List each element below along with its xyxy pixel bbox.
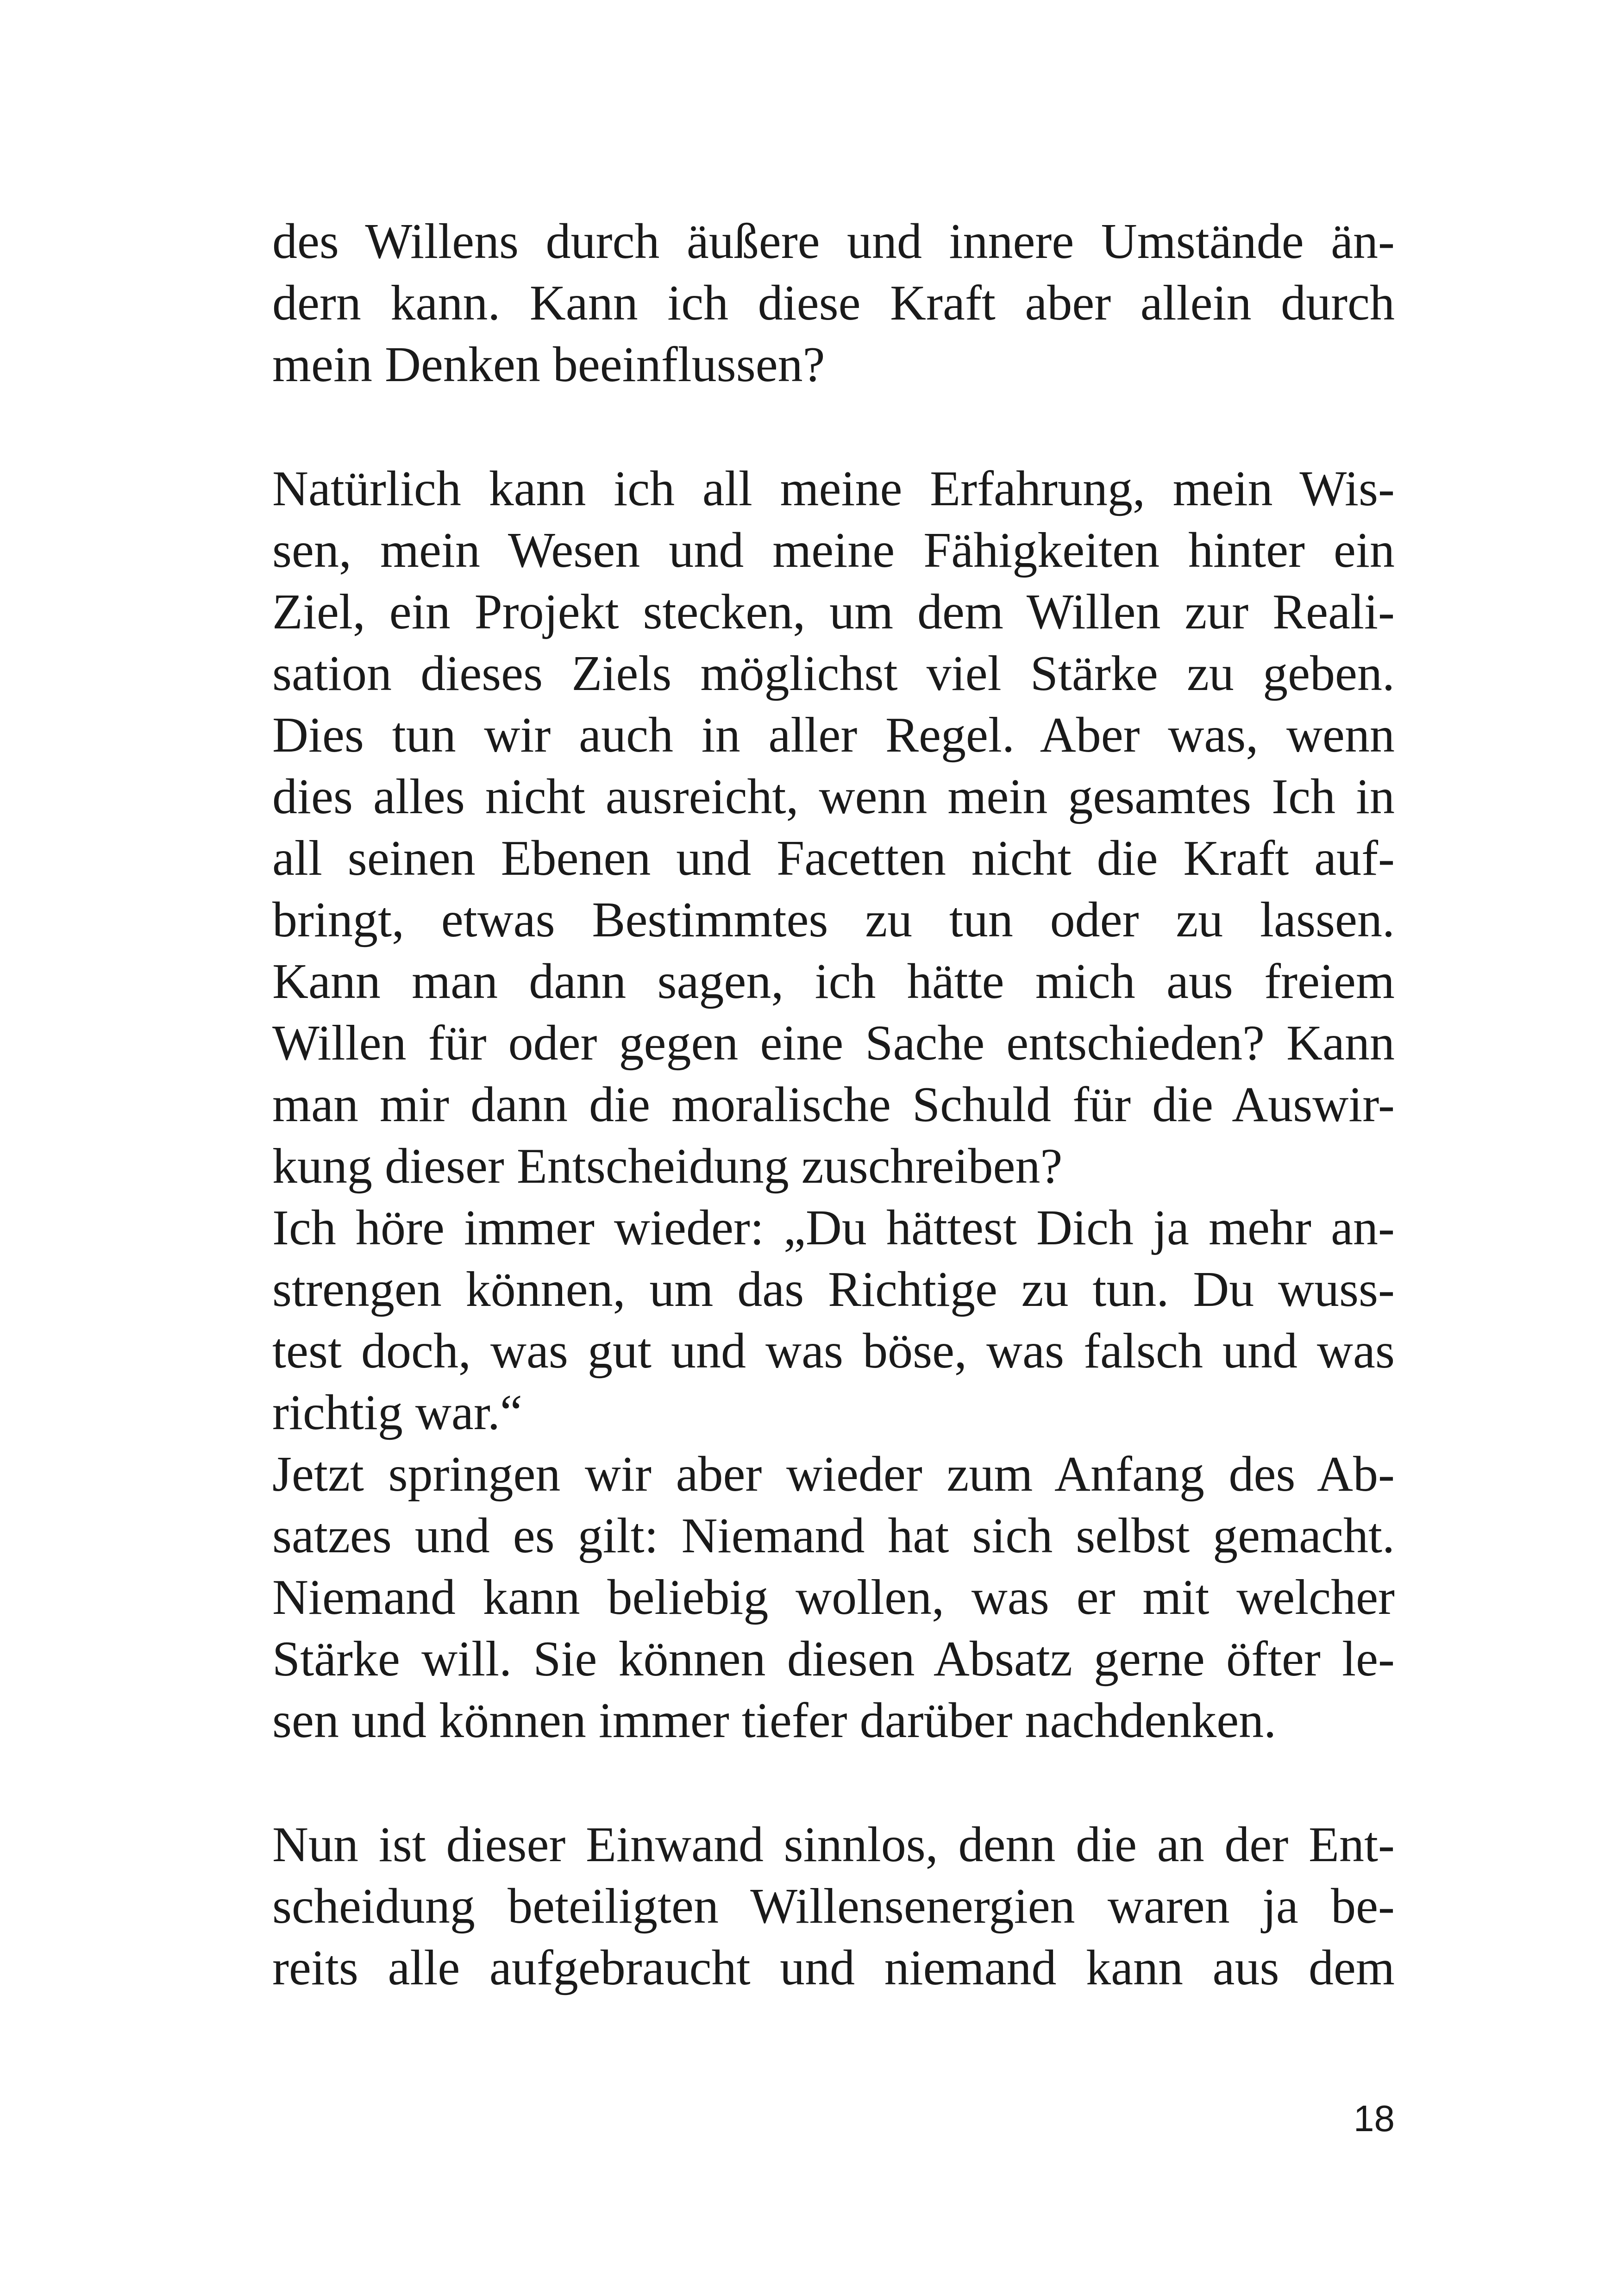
text-line: Niemand kann beliebig wollen, was er mit welcher <box>272 1570 1395 1625</box>
text-line: Nun ist dieser Einwand sinnlos, denn die an der Ent- <box>272 1817 1395 1872</box>
text-line: sation dieses Ziels möglichst viel Stärke zu geben. <box>272 646 1395 701</box>
text-line: Ich höre immer wieder: „Du hättest Dich ja mehr an- <box>272 1200 1395 1255</box>
body-text <box>272 211 1395 1999</box>
text-line: Kann man dann sagen, ich hätte mich aus freiem <box>272 954 1395 1009</box>
paragraph-spacer <box>272 1751 1395 1814</box>
text-line: Natürlich kann ich all meine Erfahrung, mein Wis- <box>272 461 1395 516</box>
text-line: Jetzt springen wir aber wieder zum Anfang des Ab- <box>272 1447 1395 1502</box>
paragraph-spacer <box>272 395 1395 458</box>
text-line: strengen können, um das Richtige zu tun. Du wuss- <box>272 1262 1395 1317</box>
text-line: Stärke will. Sie können diesen Absatz gerne öfter le- <box>272 1631 1395 1687</box>
paragraph <box>272 1814 1395 1999</box>
paragraph <box>272 458 1395 1751</box>
text-line: mein Denken beeinflussen? <box>272 337 825 392</box>
text-line: all seinen Ebenen und Facetten nicht die Kraft auf- <box>272 831 1395 886</box>
text-line: dies alles nicht ausreicht, wenn mein gesamtes Ich in <box>272 769 1395 824</box>
text-line: man mir dann die moralische Schuld für die Auswir- <box>272 1077 1395 1132</box>
text-line: sen und können immer tiefer darüber nachdenken. <box>272 1693 1277 1748</box>
text-line: satzes und es gilt: Niemand hat sich selbst gemacht. <box>272 1508 1395 1563</box>
text-line: sen, mein Wesen und meine Fähigkeiten hinter ein <box>272 523 1395 578</box>
text-line: scheidung beteiligten Willensenergien waren ja be- <box>272 1879 1395 1934</box>
text-line: richtig war.“ <box>272 1385 522 1440</box>
page-number: 18 <box>1354 2098 1395 2139</box>
text-line: test doch, was gut und was böse, was falsch und was <box>272 1324 1395 1379</box>
text-line: des Willens durch äußere und innere Umstände än- <box>272 214 1395 269</box>
paragraph <box>272 211 1395 395</box>
text-line: reits alle aufgebraucht und niemand kann aus dem <box>272 1940 1395 1995</box>
text-line: Willen für oder gegen eine Sache entschieden? Kann <box>272 1016 1395 1071</box>
text-line: bringt, etwas Bestimmtes zu tun oder zu lassen. <box>272 892 1395 947</box>
text-line: kung dieser Entscheidung zuschreiben? <box>272 1139 1063 1194</box>
text-line: dern kann. Kann ich diese Kraft aber allein durch <box>272 276 1395 331</box>
text-line: Dies tun wir auch in aller Regel. Aber was, wenn <box>272 708 1395 763</box>
text-line: Ziel, ein Projekt stecken, um dem Willen zur Reali- <box>272 584 1395 640</box>
